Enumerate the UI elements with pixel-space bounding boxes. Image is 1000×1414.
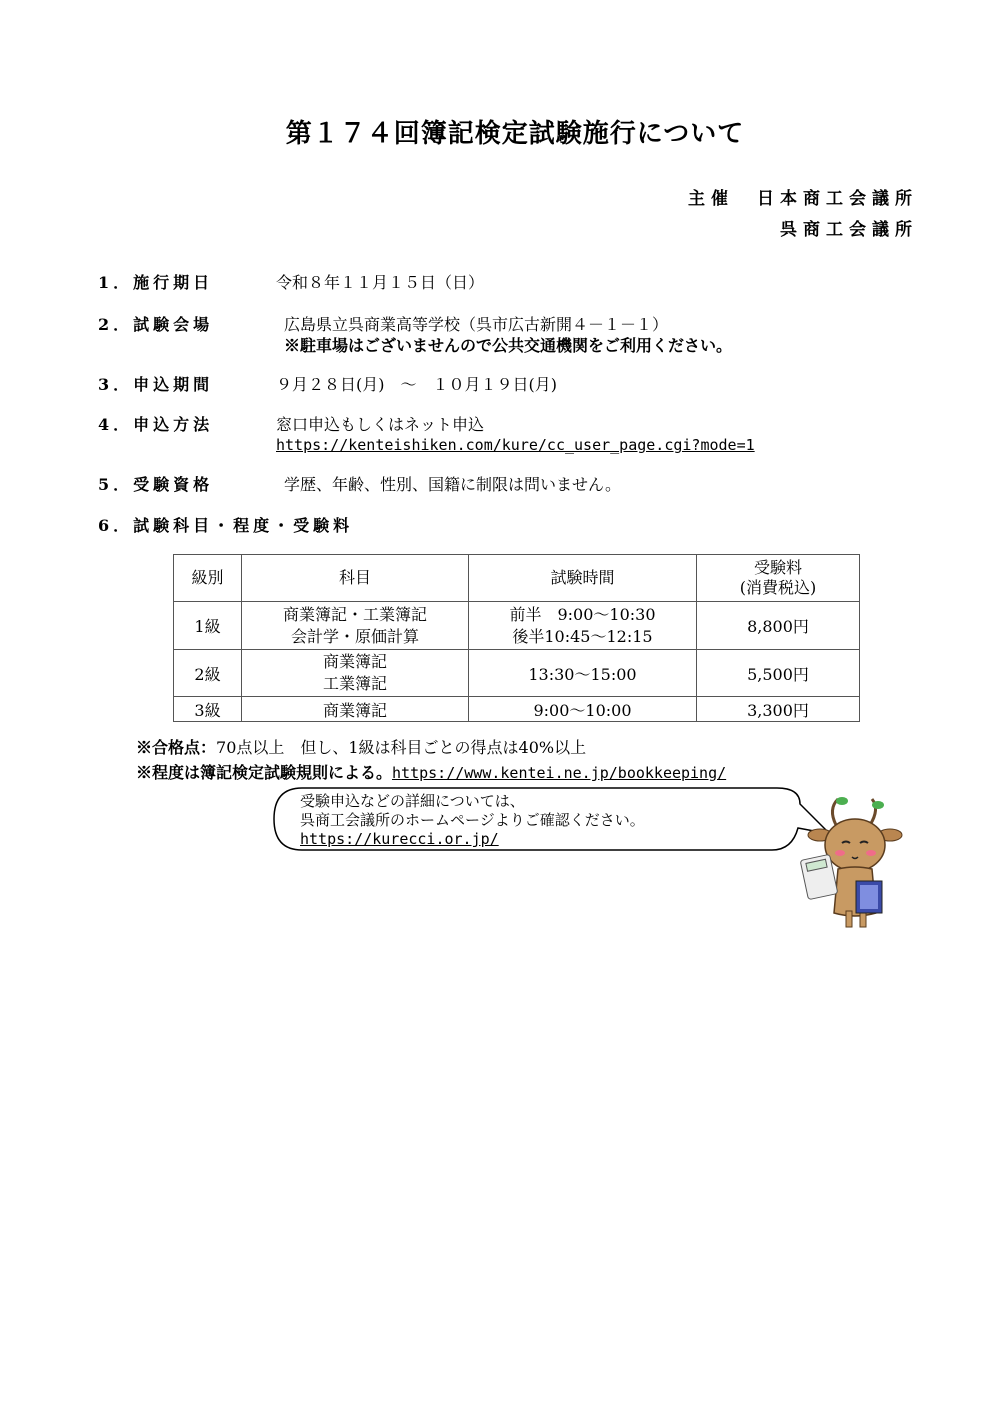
table-row: [174, 697, 860, 722]
cell-grade: 1級: [174, 602, 242, 650]
bubble-link[interactable]: https://kurecci.or.jp/: [300, 830, 499, 848]
item-value: 学歴、年齢、性別、国籍に制限は問いません。: [284, 475, 621, 494]
header-time: 試験時間: [469, 555, 697, 602]
subject-line: 工業簿記: [322, 674, 387, 693]
cell-fee: 8,800円: [697, 602, 860, 650]
cell-fee: 3,300円: [697, 697, 860, 722]
subject-line: 会計学・原価計算: [290, 626, 419, 646]
cell-time: 13:30～15:00: [469, 650, 697, 697]
table-row: [174, 602, 860, 650]
pass-note: [136, 735, 586, 758]
cell-subject: [242, 650, 469, 697]
bubble-text: [300, 792, 645, 849]
organizer-line-2: 呉商工会議所: [780, 220, 918, 240]
cell-grade: 3級: [174, 697, 242, 722]
item-label: 5．受験資格: [98, 475, 214, 494]
header-fee-label: 受験料: [753, 558, 802, 577]
cell-fee: 5,500円: [697, 650, 860, 697]
header-fee: [697, 555, 860, 602]
time-line: 前半 9:00～10:30: [509, 604, 656, 624]
header-fee-sub: (消費税込): [739, 578, 817, 597]
header-grade: 級別: [174, 555, 242, 602]
pass-note-text: 70点以上 但し、1級は科目ごとの得点は40%以上: [216, 738, 587, 757]
bubble-line: 受験申込などの詳細については、: [300, 792, 525, 810]
item-value: 広島県立呉商業高等学校（呉市広古新開４－１－１）: [284, 315, 669, 334]
item-value: 窓口申込もしくはネット申込: [276, 415, 485, 434]
item-label: 4．申込方法: [98, 415, 214, 434]
item-label: 6．試験科目・程度・受験料: [98, 516, 354, 535]
item-label: 3．申込期間: [98, 375, 214, 394]
header-subject: 科目: [242, 555, 469, 602]
item-value: 令和８年１１月１５日（日）: [276, 273, 485, 292]
organizer-line-1: 主催 日本商工会議所: [688, 189, 918, 209]
pass-note-prefix: ※合格点：: [136, 738, 217, 757]
table-header-row: [174, 555, 860, 602]
time-line: 後半10:45～12:15: [512, 626, 653, 646]
level-note-text: ※程度は簿記検定試験規則による。: [136, 763, 393, 782]
cell-grade: 2級: [174, 650, 242, 697]
bubble-line: 呉商工会議所のホームページよりご確認ください。: [300, 811, 645, 829]
page-title: 第１７４回簿記検定試験施行について: [285, 119, 745, 149]
application-link[interactable]: https://kenteishiken.com/kure/cc_user_page.cgi?mode=1: [276, 436, 755, 454]
cell-time: [469, 602, 697, 650]
item-label: 1．施行期日: [98, 273, 214, 292]
subject-line: 商業簿記・工業簿記: [282, 604, 427, 624]
cell-subject: 商業簿記: [242, 697, 469, 722]
fee-table: [173, 554, 860, 722]
table-row: [174, 650, 860, 697]
level-note: [136, 760, 726, 783]
item-note: ※駐車場はございませんので公共交通機関をご利用ください。: [284, 336, 733, 355]
subject-line: 商業簿記: [322, 652, 387, 671]
cell-subject: [242, 602, 469, 650]
item-value: ９月２８日(月) ～ １０月１９日(月): [276, 375, 557, 394]
cell-time: 9:00～10:00: [469, 697, 697, 722]
level-link[interactable]: https://www.kentei.ne.jp/bookkeeping/: [392, 764, 727, 782]
deer-mascot-icon: [798, 795, 908, 930]
item-label: 2．試験会場: [98, 315, 214, 334]
